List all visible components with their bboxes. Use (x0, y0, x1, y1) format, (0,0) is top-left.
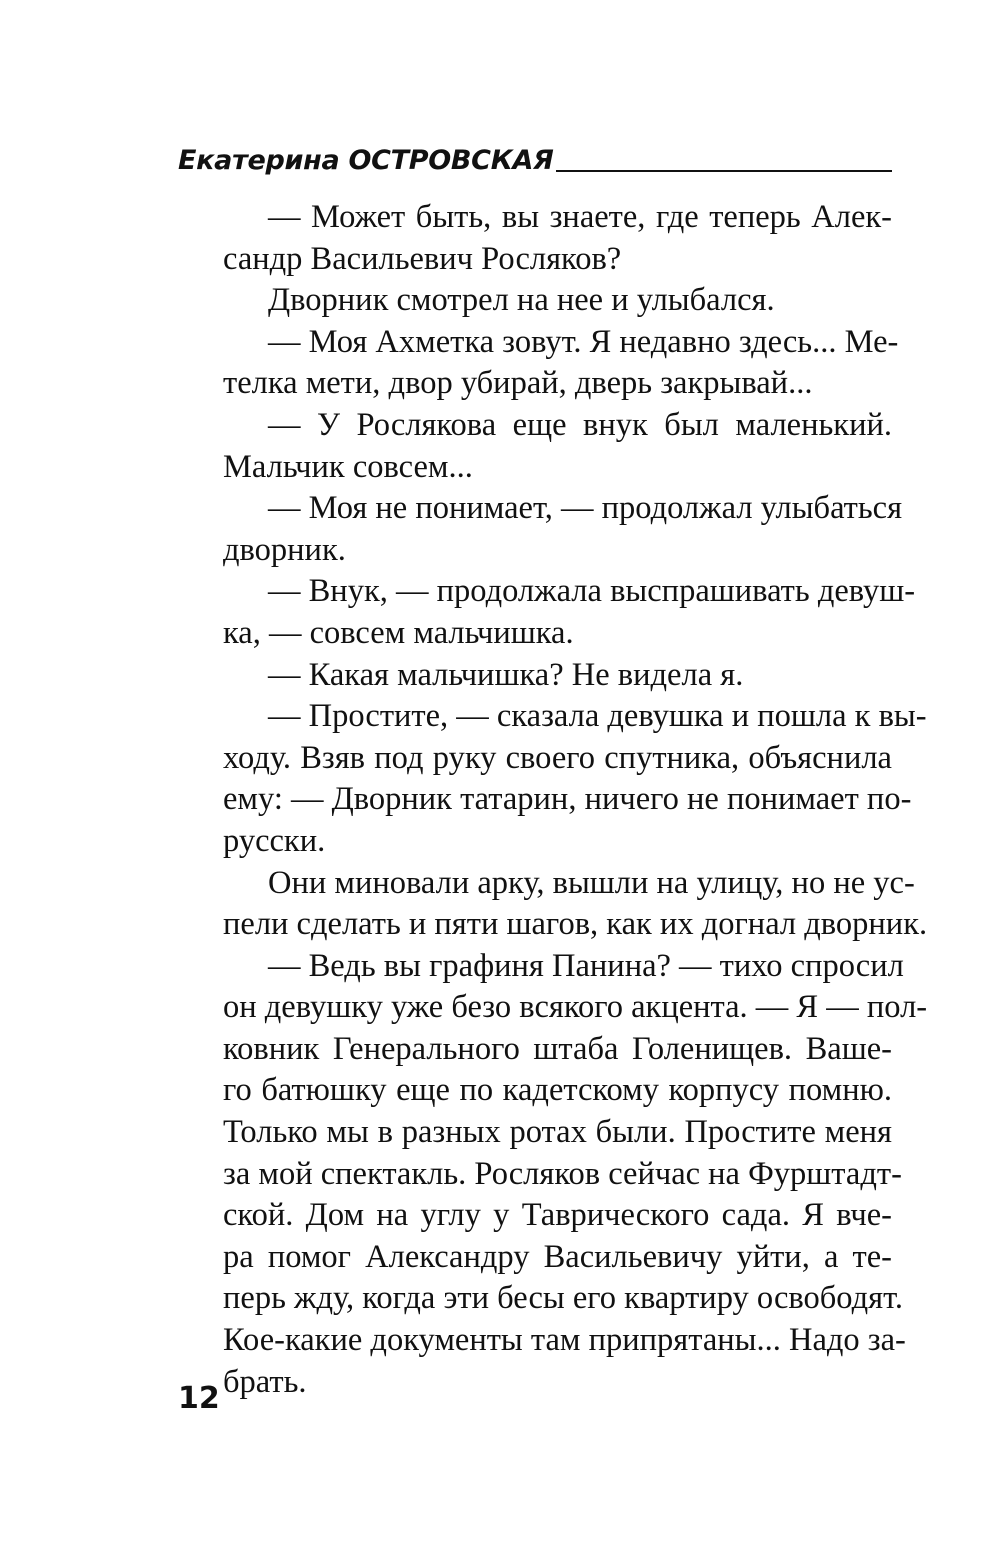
text-line: за мой спектакль. Росляков сейчас на Фурштадт- (223, 1155, 902, 1192)
text-line: — Какая мальчишка? Не видела я. (268, 656, 744, 693)
text-line: Мальчик совсем... (223, 448, 473, 485)
text-line: — Внук, — продолжала выспрашивать девуш- (268, 573, 916, 610)
paragraph (178, 488, 903, 571)
text-line: — Ведь вы графиня Панина? — тихо спросил (268, 947, 904, 984)
body-text (178, 197, 928, 1403)
text-line: — Моя не понимает, — продолжал улыбаться (268, 490, 903, 527)
text-line: ка, — совсем мальчишка. (223, 614, 574, 651)
text-line: русски. (223, 822, 326, 859)
paragraph (178, 280, 892, 322)
paragraph (178, 655, 892, 697)
paragraph (178, 696, 927, 862)
text-line: Они миновали арку, вышли на улицу, но не ус- (268, 864, 915, 901)
text-line: перь жду, когда эти бесы его квартиру освободят. (223, 1280, 903, 1317)
text-line: ской. Дом на углу у Таврического сада. Я вче- (223, 1197, 892, 1234)
text-line: пели сделать и пяти шагов, как их догнал дворник. (223, 906, 928, 943)
header-rule (556, 170, 892, 172)
text-line: телка мети, двор убирай, дверь закрывай... (223, 365, 813, 402)
paragraph (178, 571, 916, 654)
text-line: Кое-какие документы там припрятаны... Надо за- (223, 1322, 906, 1359)
text-line: дворник. (223, 531, 346, 568)
running-header-author: Екатерина ОСТРОВСКАЯ (178, 145, 554, 176)
text-line: го батюшку еще по кадетскому корпусу помню. (223, 1072, 892, 1109)
paragraph (178, 322, 899, 405)
paragraph (178, 863, 928, 946)
text-line: ковник Генерального штаба Голенищев. Ваше- (223, 1030, 892, 1067)
paragraph (178, 946, 928, 1404)
running-header (178, 138, 892, 178)
text-line: — У Рослякова еще внук был маленький. (268, 406, 892, 443)
text-line: Дворник смотрел на нее и улыбался. (268, 282, 775, 319)
page-number: 12 (178, 1381, 220, 1416)
text-line: ходу. Взяв под руку своего спутника, объяснила (223, 739, 892, 776)
text-line: — Может быть, вы знаете, где теперь Алек- (268, 199, 892, 235)
text-line: — Простите, — сказала девушка и пошла к вы- (268, 698, 927, 735)
text-line: ра помог Александру Васильевичу уйти, а те- (223, 1238, 892, 1275)
text-line: сандр Васильевич Росляков? (223, 240, 622, 277)
text-line: Только мы в разных ротах были. Простите меня (223, 1114, 892, 1151)
paragraph (178, 405, 892, 488)
text-line: — Моя Ахметка зовут. Я недавно здесь... Ме- (268, 323, 899, 360)
paragraph (178, 197, 892, 280)
text-line: ему: — Дворник татарин, ничего не понимает по- (223, 781, 912, 818)
text-line: он девушку уже безо всякого акцента. — Я — пол- (223, 989, 928, 1026)
text-line: брать. (223, 1363, 307, 1400)
